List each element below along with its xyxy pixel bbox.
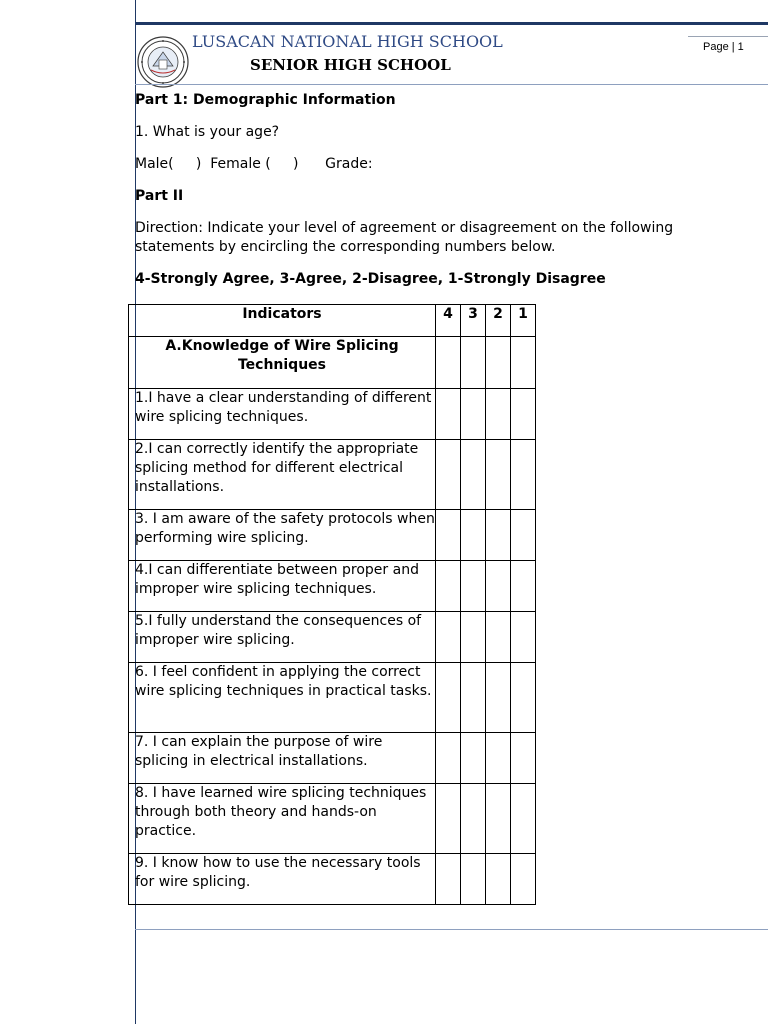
table-row <box>129 440 536 510</box>
table-row <box>129 389 536 440</box>
gender-grade-line: Male( ) Female ( ) Grade: <box>135 156 373 172</box>
part2-title: Part II <box>135 188 184 204</box>
footer-rule <box>135 929 768 930</box>
table-header-row <box>129 305 536 337</box>
rating-cell[interactable] <box>461 733 486 784</box>
rating-cell[interactable] <box>511 854 536 905</box>
rating-cell[interactable] <box>436 663 461 733</box>
rating-cell[interactable] <box>511 440 536 510</box>
rating-cell[interactable] <box>486 510 511 561</box>
rating-scale: 4-Strongly Agree, 3-Agree, 2-Disagree, 1-Strongly Disagree <box>135 271 606 287</box>
indicator-text: 6. I feel confident in applying the correct wire splicing techniques in practical tasks. <box>129 663 436 733</box>
school-seal-logo <box>137 36 189 88</box>
header-score-1: 1 <box>511 305 536 337</box>
section-row <box>129 337 536 389</box>
indicator-text: 4.I can differentiate between proper and improper wire splicing techniques. <box>129 561 436 612</box>
rating-cell[interactable] <box>436 612 461 663</box>
rating-cell[interactable] <box>486 854 511 905</box>
table-row <box>129 510 536 561</box>
rating-cell[interactable] <box>486 389 511 440</box>
rating-cell[interactable] <box>461 854 486 905</box>
rating-cell[interactable] <box>511 784 536 854</box>
direction-text: Direction: Indicate your level of agreement or disagreement on the following statements by encircling the corresponding numbers below. <box>135 220 674 255</box>
indicator-text: 2.I can correctly identify the appropriate splicing method for different electrical installations. <box>129 440 436 510</box>
rating-cell[interactable] <box>486 440 511 510</box>
rating-cell[interactable] <box>436 854 461 905</box>
header-top-rule <box>135 22 768 25</box>
rating-cell[interactable] <box>486 733 511 784</box>
rating-cell[interactable] <box>486 612 511 663</box>
rating-cell[interactable] <box>461 663 486 733</box>
header-score-2: 2 <box>486 305 511 337</box>
question-age: 1. What is your age? <box>135 124 280 140</box>
indicator-text: 9. I know how to use the necessary tools for wire splicing. <box>129 854 436 905</box>
rating-cell[interactable] <box>461 561 486 612</box>
indicator-text: 3. I am aware of the safety protocols when performing wire splicing. <box>129 510 436 561</box>
school-subtitle: SENIOR HIGH SCHOOL <box>250 56 451 74</box>
rating-cell[interactable] <box>461 440 486 510</box>
rating-cell[interactable] <box>436 784 461 854</box>
rating-cell[interactable] <box>511 510 536 561</box>
table-row <box>129 663 536 733</box>
table-row <box>129 612 536 663</box>
indicator-text: 7. I can explain the purpose of wire splicing in electrical installations. <box>129 733 436 784</box>
rating-cell[interactable] <box>461 510 486 561</box>
rating-cell[interactable] <box>461 612 486 663</box>
rating-cell[interactable] <box>486 784 511 854</box>
header-underline <box>135 84 768 85</box>
rating-cell[interactable] <box>461 784 486 854</box>
rating-cell[interactable] <box>511 733 536 784</box>
header-score-3: 3 <box>461 305 486 337</box>
header-indicators: Indicators <box>129 305 436 337</box>
rating-cell[interactable] <box>461 389 486 440</box>
rating-cell[interactable] <box>486 663 511 733</box>
rating-cell[interactable] <box>511 561 536 612</box>
rating-cell[interactable] <box>511 389 536 440</box>
table-row <box>129 784 536 854</box>
rating-cell[interactable] <box>436 510 461 561</box>
rating-cell <box>436 337 461 389</box>
part1-title: Part 1: Demographic Information <box>135 92 396 108</box>
survey-table <box>128 304 536 905</box>
page-number: Page | 1 <box>688 36 768 53</box>
table-row <box>129 733 536 784</box>
rating-cell <box>461 337 486 389</box>
rating-cell <box>511 337 536 389</box>
table-row <box>129 561 536 612</box>
table-row <box>129 854 536 905</box>
rating-cell <box>486 337 511 389</box>
rating-cell[interactable] <box>511 612 536 663</box>
rating-cell[interactable] <box>436 440 461 510</box>
rating-cell[interactable] <box>436 389 461 440</box>
rating-cell[interactable] <box>436 733 461 784</box>
indicator-text: 5.I fully understand the consequences of improper wire splicing. <box>129 612 436 663</box>
rating-cell[interactable] <box>511 663 536 733</box>
rating-cell[interactable] <box>436 561 461 612</box>
indicator-text: 8. I have learned wire splicing techniques through both theory and hands-on practice. <box>129 784 436 854</box>
header-score-4: 4 <box>436 305 461 337</box>
rating-cell[interactable] <box>486 561 511 612</box>
section-a-title: A.Knowledge of Wire Splicing Techniques <box>129 337 436 389</box>
school-name: LUSACAN NATIONAL HIGH SCHOOL <box>192 32 503 51</box>
indicator-text: 1.I have a clear understanding of different wire splicing techniques. <box>129 389 436 440</box>
